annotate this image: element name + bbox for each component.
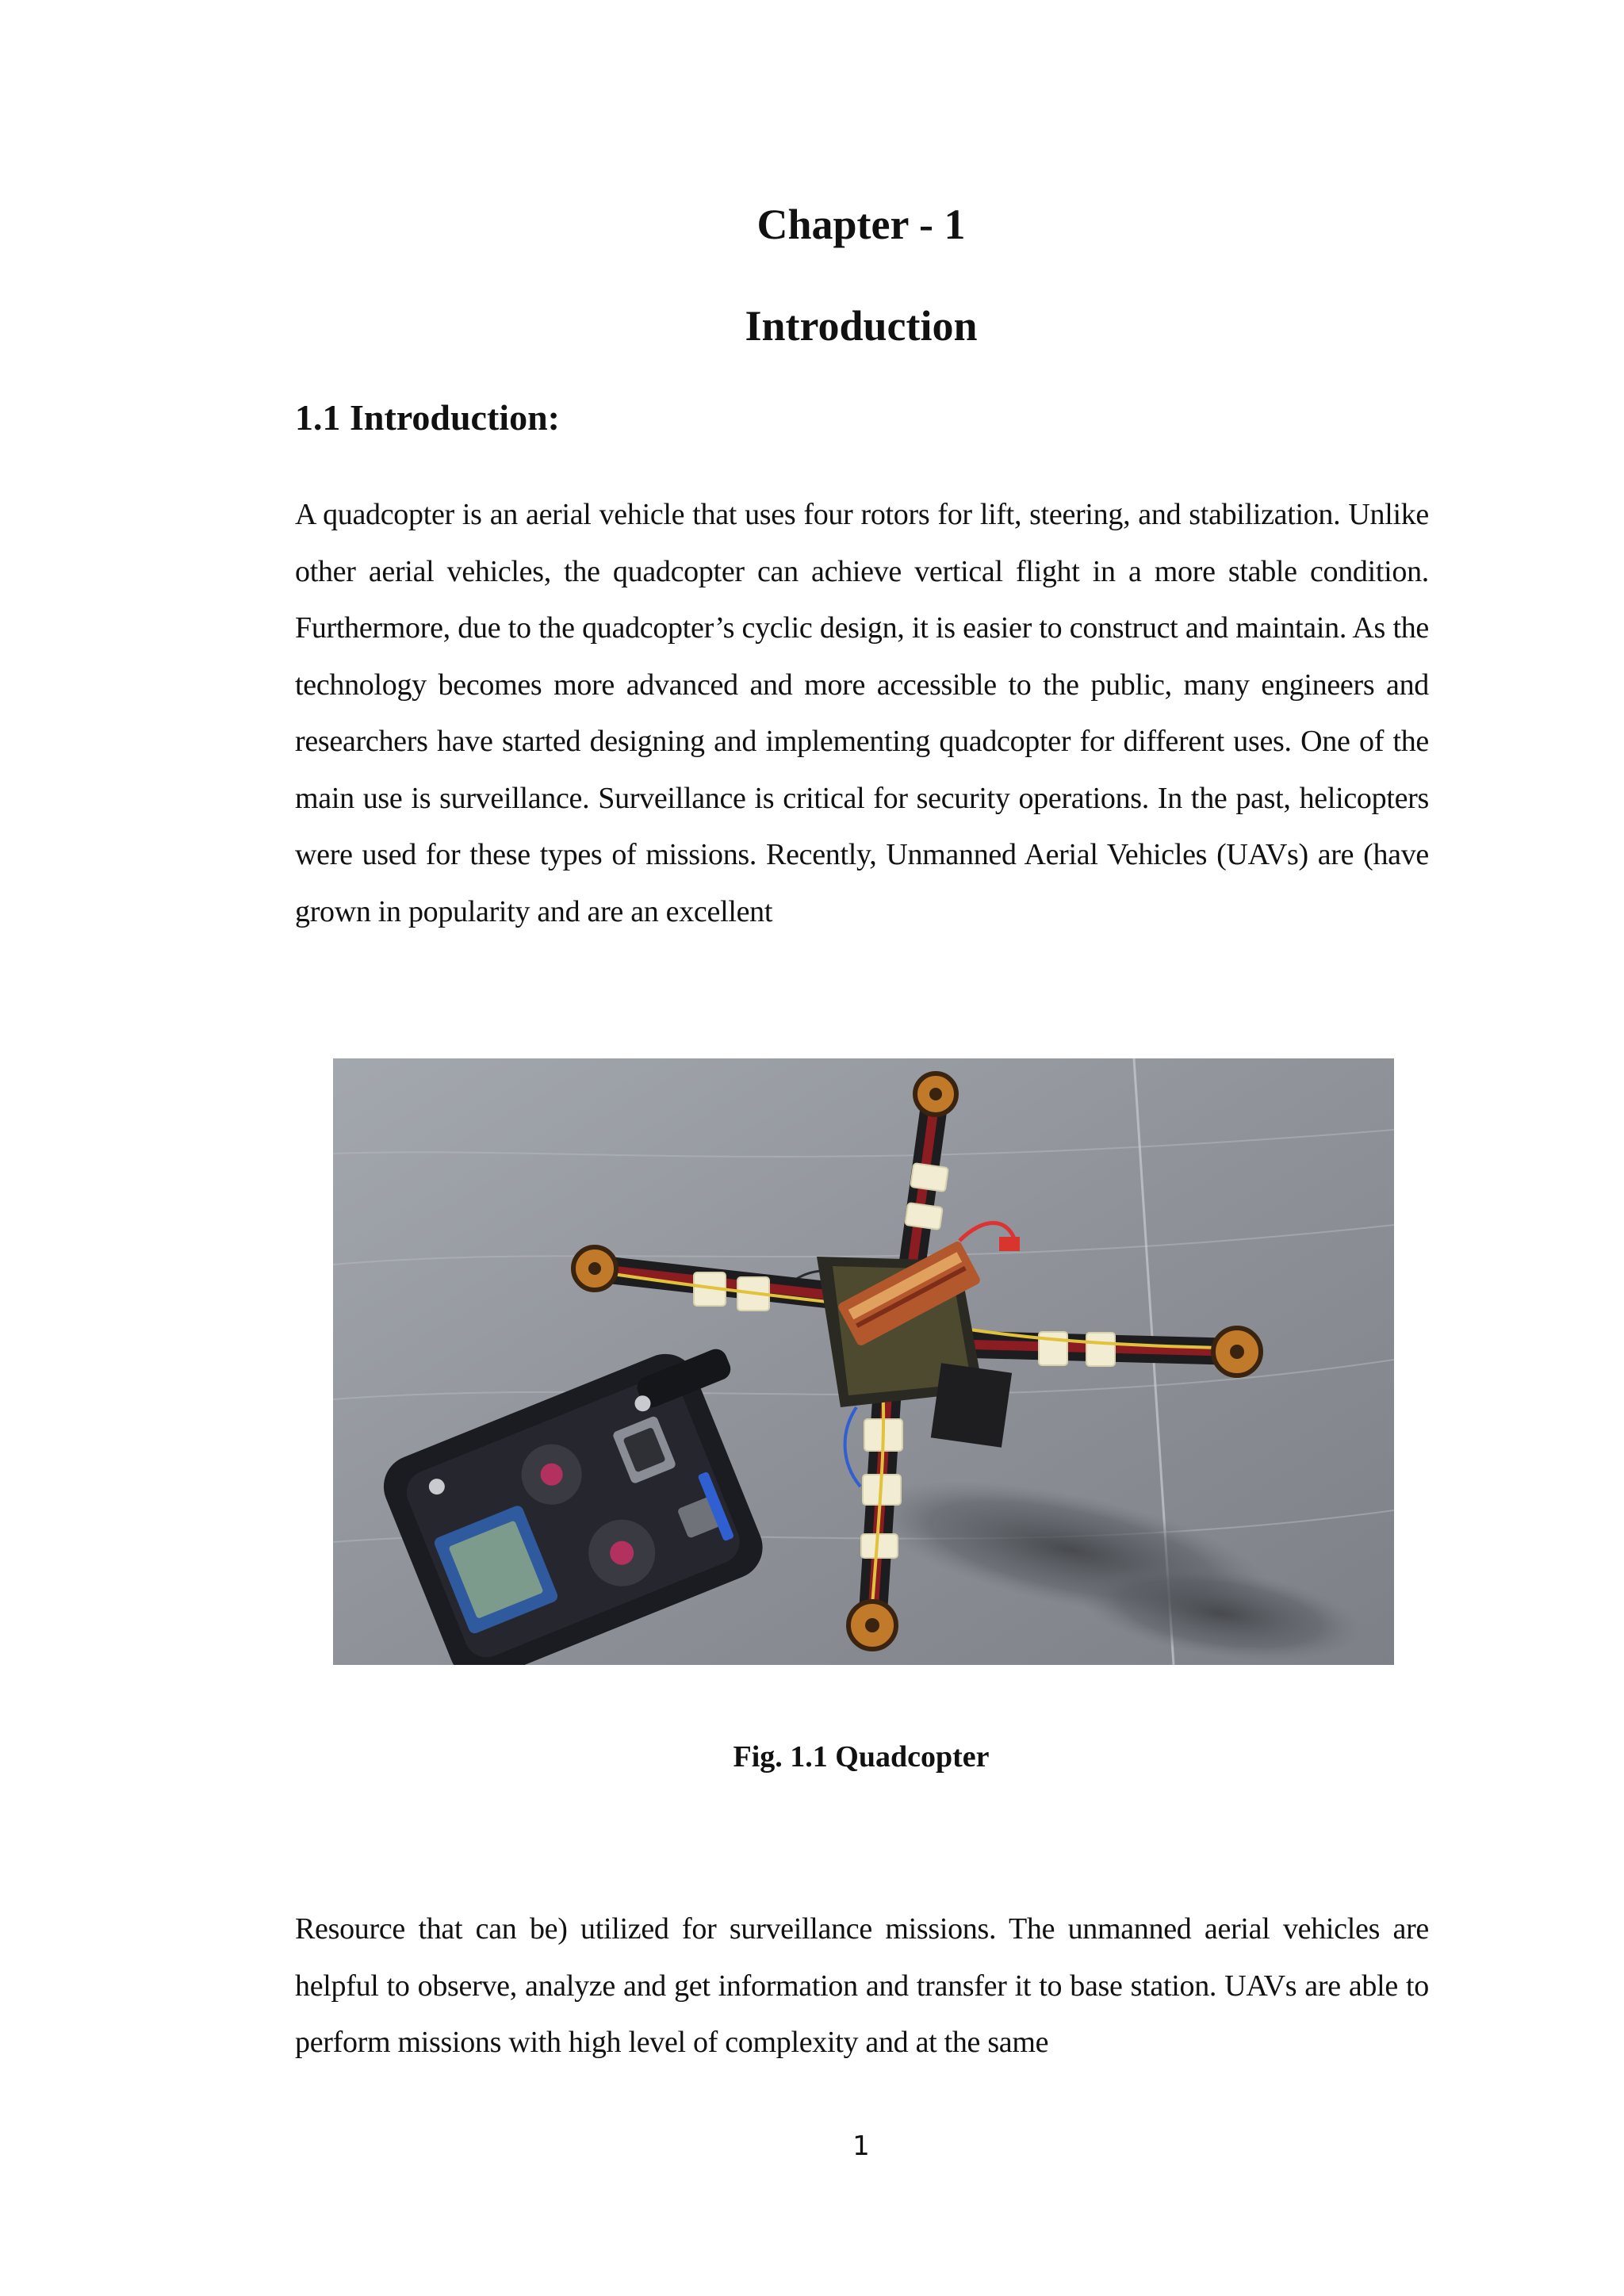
section-heading: 1.1 Introduction: [295, 397, 560, 438]
body-paragraph-2: Resource that can be) utilized for surveillance missions. The unmanned aerial vehicles are helpful to observe, analyze and get information and transfer it to base station. UAVs are able to perform missions with high level of complexity and at the same [295, 1912, 1429, 2059]
quadcopter-photo [333, 1058, 1394, 1665]
chapter-subtitle: Introduction [745, 302, 978, 350]
page-number: 1 [852, 2130, 870, 2162]
figure-caption: Fig. 1.1 Quadcopter [733, 1740, 990, 1774]
chapter-title: Chapter - 1 [756, 201, 966, 248]
quadcopter-figure [333, 1058, 1394, 1665]
body-paragraph-1: A quadcopter is an aerial vehicle that uses four rotors for lift, steering, and stabilization. Unlike other aerial vehicles, the quadcopter can achieve vertical flight in a more stable condition. Furthermore, due to the quadcopter’s cyclic design, it is easier to construct and maintain. As the technology becomes more advanced and more accessible to the public, many engineers and researchers have started designing and implementing quadcopter for different uses. One of the main use is surveillance. Surveillance is critical for security operations. In the past, helicopters were used for these types of missions. Recently, Unmanned Aerial Vehicles (UAVs) are (have grown in popularity and are an excellent [295, 498, 1429, 928]
